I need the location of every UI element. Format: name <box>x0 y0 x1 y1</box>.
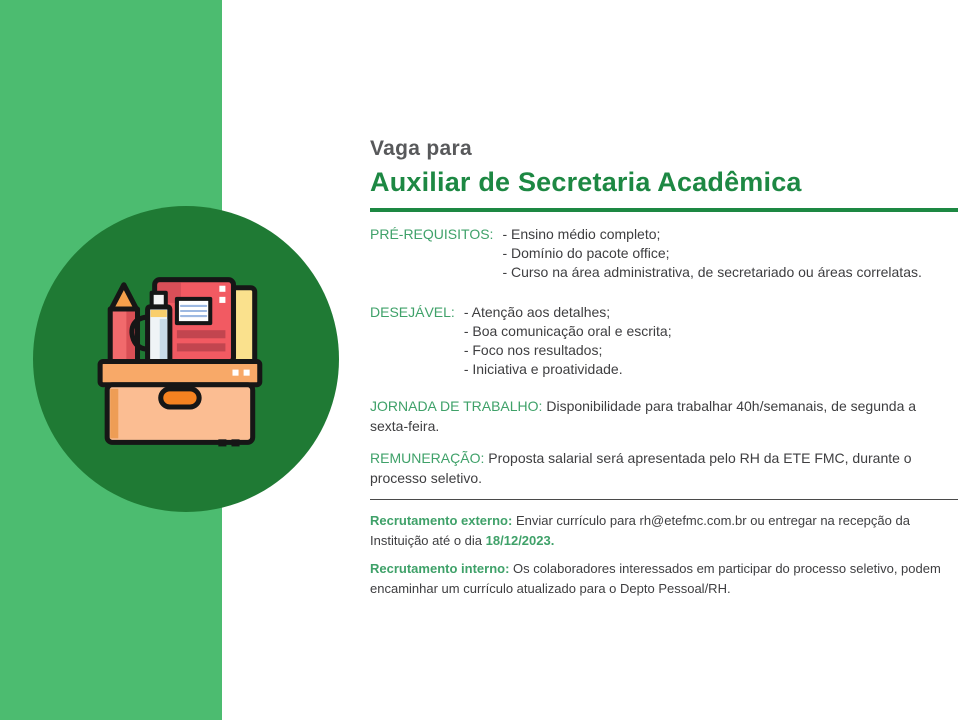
eyebrow-text: Vaga para <box>370 137 472 160</box>
jornada-text: Disponibilidade para trabalhar 40h/semanais, de segunda a sexta-feira. <box>370 398 917 434</box>
recrutamento-interno <box>370 559 958 599</box>
box-handle <box>161 389 199 407</box>
externo-text: Enviar currículo para rh@etefmc.com.br ou entregar na recepção da Instituição até o dia <box>370 513 910 548</box>
desejavel-list <box>464 303 672 379</box>
page-title: Auxiliar de Secretaria Acadêmica <box>370 167 802 197</box>
deadline-date: 18/12/2023. <box>485 533 555 548</box>
pencil-tip <box>111 285 136 309</box>
flyer-content <box>370 137 958 599</box>
desk-organizer-icon <box>90 265 282 453</box>
list-item: - Curso na área administrativa, de secretariado ou áreas correlatas. <box>502 264 922 280</box>
jornada-label: JORNADA DE TRABALHO: <box>370 398 543 414</box>
interno-label: Recrutamento interno: <box>370 561 510 576</box>
remuneracao-label: REMUNERAÇÃO: <box>370 450 485 466</box>
section-remuneracao <box>370 448 958 488</box>
list-item: - Domínio do pacote office; <box>502 245 670 261</box>
title-underline <box>370 208 958 212</box>
prerequisitos-list <box>502 225 921 282</box>
list-item: - Ensino médio completo; <box>502 226 661 242</box>
list-item: - Atenção aos detalhes; <box>463 304 611 320</box>
green-circle <box>33 206 339 512</box>
desejavel-label: DESEJÁVEL: <box>370 304 455 320</box>
remuneracao-text: Proposta salarial será apresentada pelo RH da ETE FMC, durante o processo seletivo. <box>370 450 912 486</box>
section-jornada <box>370 396 958 436</box>
section-desejavel <box>370 303 958 379</box>
list-item: - Iniciativa e proatividade. <box>463 361 623 377</box>
externo-label: Recrutamento externo: <box>370 513 513 528</box>
prerequisitos-label: PRÉ-REQUISITOS: <box>370 226 494 242</box>
list-item: - Boa comunicação oral e escrita; <box>463 323 672 339</box>
recrutamento-externo <box>370 511 958 551</box>
divider-line <box>370 499 958 500</box>
list-item: - Foco nos resultados; <box>463 342 603 358</box>
section-prerequisitos <box>370 225 958 282</box>
interno-text: Os colaboradores interessados em participar do processo seletivo, podem encaminhar um currículo atualizado para o Depto Pessoal/RH. <box>370 561 941 596</box>
